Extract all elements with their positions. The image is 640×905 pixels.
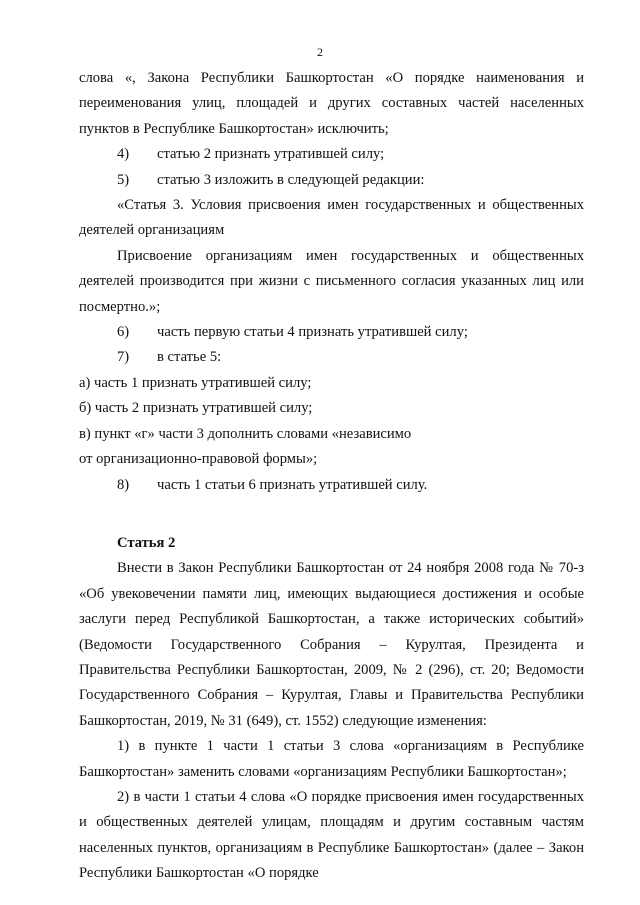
sub-item-v: в) пункт «г» части 3 дополнить словами «независимо [79,425,412,442]
article-2-point-2: 2) в части 1 статьи 4 слова «О порядке присвоения имен государственных и общественных деятелей улицам, площадям и другим составным частям населенных пунктов, организациям в Республике Башкортостан» (далее – Закон Республики Башкортостан «О порядке [79,788,584,882]
list-item-number: 5) [117,171,130,188]
list-item-5 [79,168,584,193]
list-item-8 [79,473,584,498]
list-item-number: 6) [117,324,130,341]
list-item-number: 8) [117,476,130,493]
sub-item-v-continuation: от организационно-правовой формы»; [79,451,318,468]
list-item-text: в статье 5: [157,349,222,366]
list-item-7 [79,345,584,370]
article-2-intro: Внести в Закон Республики Башкортостан от 24 ноября 2008 года № 70-з «Об увековечении памяти лиц, имеющих выдающиеся достижения и особые заслуги перед Республикой Башкортостан, а также исторических событий» (Ведомости Государственного Собрания – Курултая, Президента и Правительства Республики Башкортостан, 2009, № 2 (296), ст. 20; Ведомости Государственного Собрания – Курултая, Главы и Правительства Республики Башкортостан, 2019, № 31 (649), ст. 1552) следующие изменения: [79,560,584,729]
list-item-6 [79,320,584,345]
sub-item-a: а) часть 1 признать утратившей силу; [79,374,312,391]
article-2-heading: Статья 2 [117,534,176,551]
list-item-number: 7) [117,349,130,366]
list-item-4 [79,142,584,167]
list-item-text: часть первую статьи 4 признать утратившей силу; [157,324,468,341]
article-2-point-1: 1) в пункте 1 части 1 статьи 3 слова «организациям в Республике Башкортостан» заменить словами «организациям Республики Башкортостан»; [79,738,584,780]
list-item-text: статью 2 признать утратившей силу; [157,146,385,163]
list-item-number: 4) [117,146,130,163]
section-spacer [79,498,584,523]
quoted-article-body: Присвоение организациям имен государственных и общественных деятелей производится при жизни с письменного согласия указанных лиц или посмертно.»; [79,247,584,315]
sub-item-b: б) часть 2 признать утратившей силу; [79,400,313,417]
paragraph-continuation: слова «, Закона Республики Башкортостан «О порядке наименования и переименования улиц, площадей и других составных частей населенных пунктов в Республике Башкортостан» исключить; [79,70,584,137]
document-body [79,66,584,887]
page-number: 2 [317,45,323,59]
section-spacer [79,523,584,531]
list-item-text: статью 3 изложить в следующей редакции: [157,171,425,188]
list-item-text: часть 1 статьи 6 признать утратившей силу. [157,476,428,493]
quoted-article-heading: «Статья 3. Условия присвоения имен государственных и общественных деятелей организациям [79,197,584,239]
